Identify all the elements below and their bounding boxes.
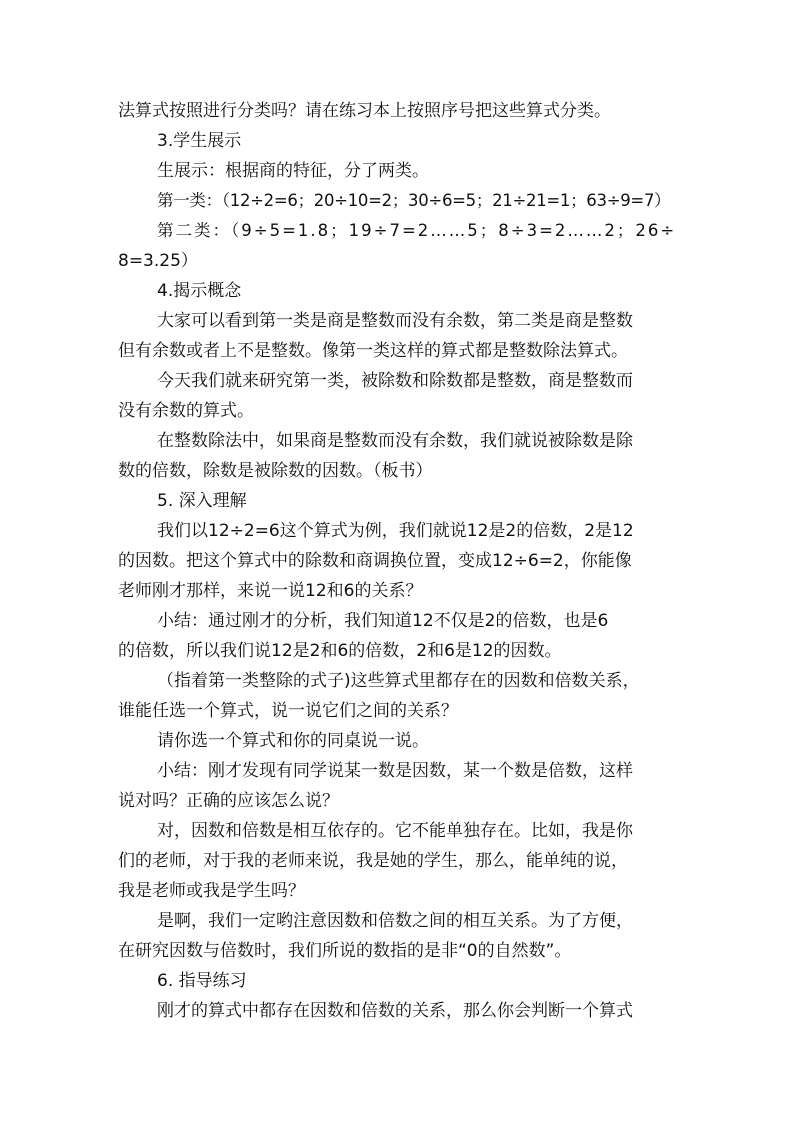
text-line: 3.学生展示 xyxy=(157,131,242,151)
text-line: 数的倍数，除数是被除数的因数。（板书） xyxy=(118,461,433,481)
text-line: 刚才的算式中都存在因数和倍数的关系，那么你会判断一个算式 xyxy=(157,1001,633,1021)
text-line: 但有余数或者上不是整数。像第一类这样的算式都是整数除法算式。 xyxy=(118,341,628,361)
text-line: 生展示：根据商的特征，分了两类。 xyxy=(157,161,429,181)
text-line: 大家可以看到第一类是商是整数而没有余数，第二类是商是整数 xyxy=(157,311,633,331)
heading-reveal-concept xyxy=(118,276,676,306)
paragraph-16 xyxy=(118,816,676,906)
paragraph-summary-1 xyxy=(118,606,676,666)
text-line: 请你选一个算式和你的同桌说一说。 xyxy=(157,731,429,751)
text-line: 我们以12÷2=6这个算式为例，我们就说12是2的倍数，2是12 xyxy=(157,521,634,541)
text-line: 法算式按照进行分类吗？请在练习本上按照序号把这些算式分类。 xyxy=(118,101,611,121)
text-line: 6. 指导练习 xyxy=(157,971,247,991)
text-line: 今天我们就来研究第一类，被除数和除数都是整数，商是整数而 xyxy=(157,371,633,391)
text-line: 老师刚才那样，来说一说12和6的关系？ xyxy=(118,581,423,601)
text-line: 小结：刚才发现有同学说某一数是因数，某一个数是倍数，这样 xyxy=(157,761,633,781)
text-line: 我是老师或我是学生吗？ xyxy=(118,881,305,901)
text-line: 是啊，我们一定哟注意因数和倍数之间的相互关系。为了方便， xyxy=(157,911,633,931)
paragraph-17 xyxy=(118,906,676,966)
paragraph-14 xyxy=(118,726,676,756)
text-line: 小结：通过刚才的分析，我们知道12不仅是2的倍数，也是6 xyxy=(157,611,609,631)
text-line: 在整数除法中，如果商是整数而没有余数，我们就说被除数是除 xyxy=(157,431,633,451)
text-line: 8=3.25） xyxy=(118,251,198,271)
paragraph-category-1 xyxy=(118,186,676,216)
text-line: 对，因数和倍数是相互依存的。它不能单独存在。比如，我是你 xyxy=(157,821,633,841)
heading-guided-practice xyxy=(118,966,676,996)
heading-student-showcase xyxy=(118,126,676,156)
text-line: 没有余数的算式。 xyxy=(118,401,254,421)
paragraph-13 xyxy=(118,666,676,726)
paragraph-9 xyxy=(118,426,676,486)
text-line: 第二类：（9÷5=1.8；19÷7=2……5；8÷3=2……2；26÷ xyxy=(157,221,677,240)
text-line: 的因数。把这个算式中的除数和商调换位置，变成12÷6=2，你能像 xyxy=(118,551,632,571)
paragraph-3 xyxy=(118,156,676,186)
text-line: 5. 深入理解 xyxy=(157,491,247,511)
text-line: （指着第一类整除的式子)这些算式里都存在的因数和倍数关系， xyxy=(157,671,640,691)
text-line: 在研究因数与倍数时，我们所说的数指的是非“0的自然数”。 xyxy=(118,941,572,961)
paragraph-8 xyxy=(118,366,676,426)
heading-deep-understanding xyxy=(118,486,676,516)
text-line: 们的老师，对于我的老师来说，我是她的学生，那么，能单纯的说， xyxy=(118,851,628,871)
paragraph-19 xyxy=(118,996,676,1026)
text-line: 4.揭示概念 xyxy=(157,281,242,301)
text-line: 谁能任选一个算式，说一说它们之间的关系？ xyxy=(118,701,458,721)
text-line: 说对吗？正确的应该怎么说？ xyxy=(118,791,339,811)
paragraph-11 xyxy=(118,516,676,606)
text-line: 的倍数，所以我们说12是2和6的倍数，2和6是12的因数。 xyxy=(118,641,562,661)
paragraph-category-2 xyxy=(118,216,676,276)
paragraph-7 xyxy=(118,306,676,366)
paragraph-1 xyxy=(118,96,676,126)
text-line: 第一类：（12÷2=6；20÷10=2；30÷6=5；21÷21=1；63÷9=7） xyxy=(157,191,671,210)
paragraph-summary-2 xyxy=(118,756,676,816)
